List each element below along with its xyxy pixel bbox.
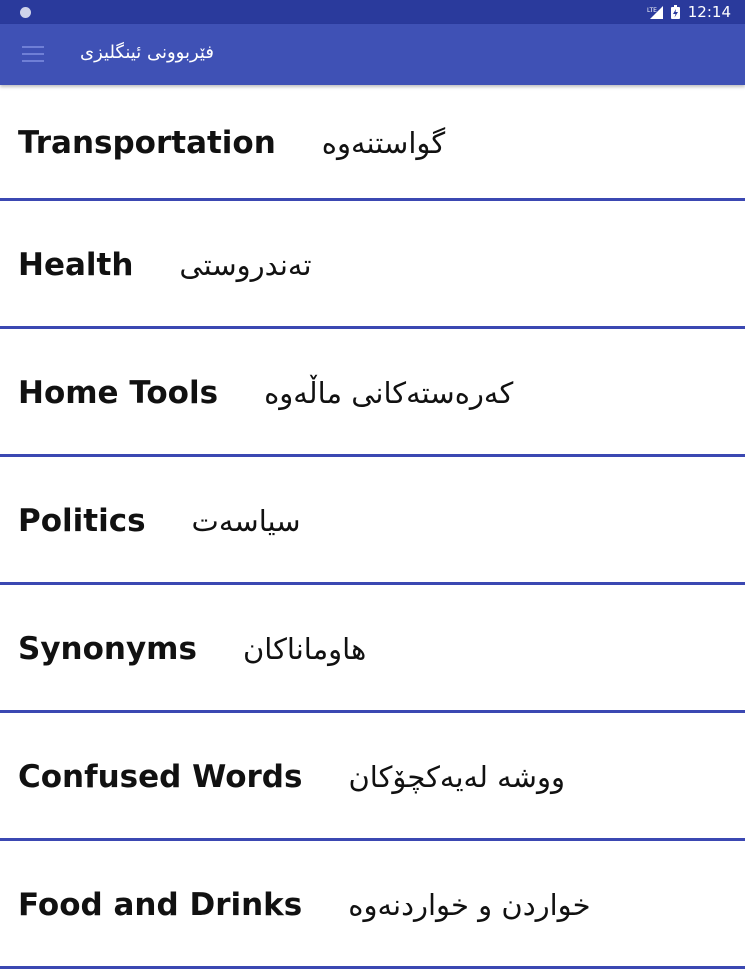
battery-icon xyxy=(671,5,680,19)
status-time: 12:14 xyxy=(687,3,731,21)
list-item[interactable] xyxy=(0,457,745,585)
topic-kurdish-label: ووشە لەیەکچۆکان xyxy=(348,759,565,794)
topic-list xyxy=(0,85,745,969)
topic-kurdish-label: هاوماناکان xyxy=(242,631,367,666)
list-item[interactable] xyxy=(0,85,745,201)
topic-kurdish-label: خواردن و خواردنەوە xyxy=(348,887,591,922)
topic-kurdish-label: سیاسەت xyxy=(191,503,301,538)
topic-english-label: Confused Words xyxy=(18,758,303,795)
topic-english-label: Food and Drinks xyxy=(18,886,303,923)
app-title: فێربوونی ئینگلیزی xyxy=(80,42,214,63)
signal-icon xyxy=(647,6,663,19)
list-item[interactable] xyxy=(0,329,745,457)
list-item[interactable] xyxy=(0,841,745,969)
list-item[interactable] xyxy=(0,201,745,329)
notification-dot-icon xyxy=(20,7,31,18)
topic-kurdish-label: کەرەستەکانی ماڵەوە xyxy=(264,375,514,410)
status-bar xyxy=(0,0,745,24)
topic-kurdish-label: تەندروستی xyxy=(179,247,312,282)
topic-english-label: Health xyxy=(18,246,134,283)
app-bar xyxy=(0,24,745,85)
status-icons xyxy=(647,3,731,21)
topic-english-label: Home Tools xyxy=(18,374,219,411)
topic-kurdish-label: گواستنەوە xyxy=(321,125,446,160)
hamburger-menu-icon[interactable] xyxy=(22,46,44,64)
topic-english-label: Synonyms xyxy=(18,630,197,667)
svg-text:LTE: LTE xyxy=(646,6,657,14)
list-item[interactable] xyxy=(0,713,745,841)
topic-english-label: Transportation xyxy=(18,124,276,161)
list-item[interactable] xyxy=(0,585,745,713)
topic-english-label: Politics xyxy=(18,502,146,539)
